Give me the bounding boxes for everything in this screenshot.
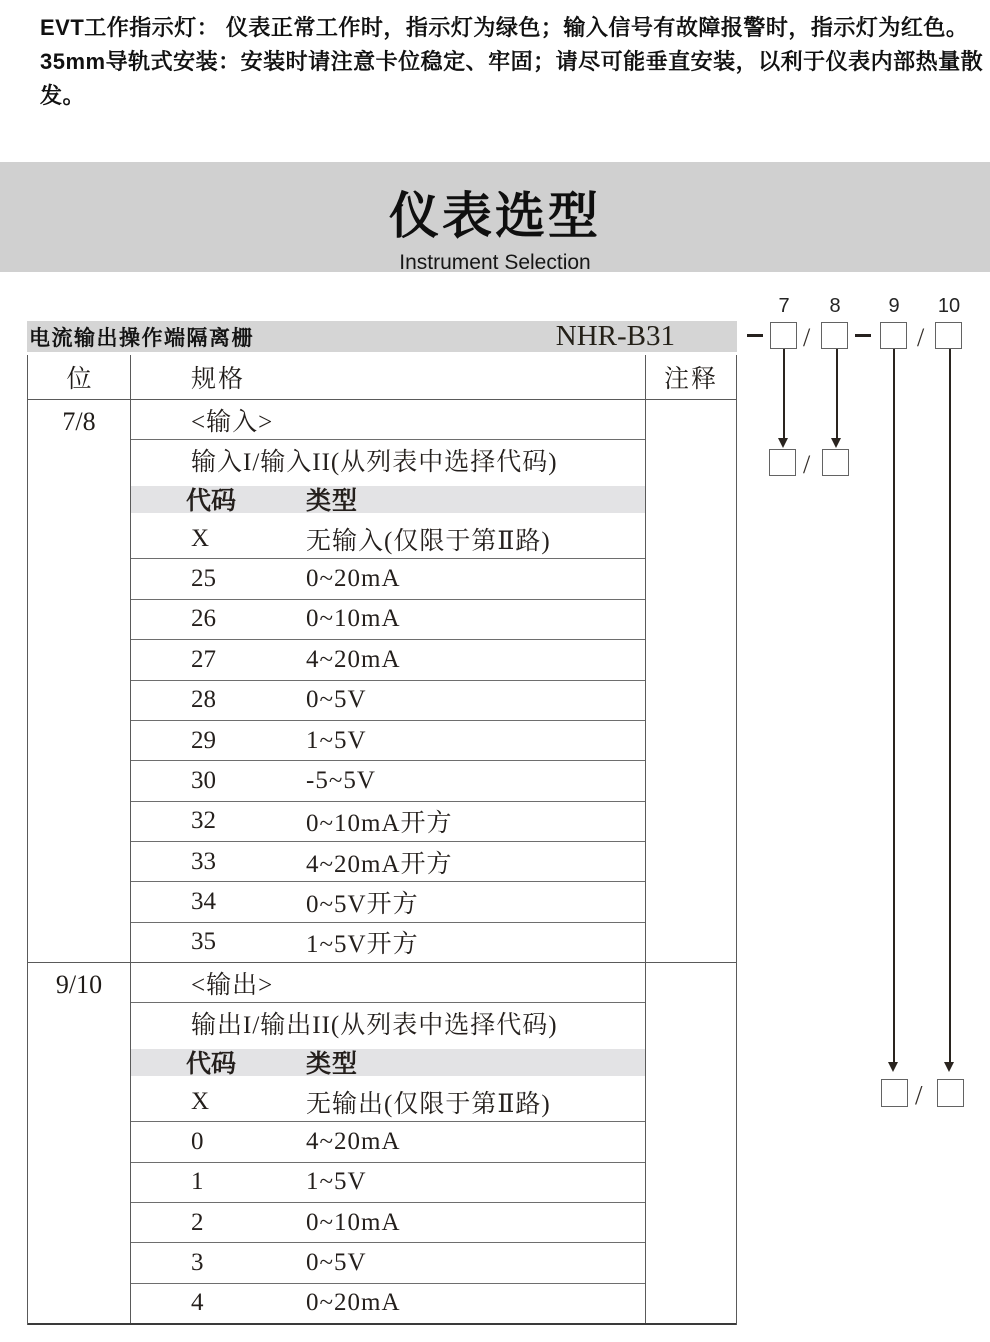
output2-code-box (937, 1079, 964, 1107)
code-row (131, 923, 645, 962)
product-model: NHR-B31 (555, 320, 675, 352)
selector-box-10 (935, 322, 962, 349)
type-header-label: 类型 (306, 1051, 359, 1079)
header-note: 注释 (645, 355, 736, 399)
slash-icon: / (803, 450, 811, 479)
digit-7: 7 (778, 295, 790, 317)
digit-8: 8 (829, 295, 841, 317)
group-sub-input: 输入I/输入II(从列表中选择代码) (191, 449, 558, 477)
arrow-head-icon (778, 438, 788, 448)
code-row (131, 681, 645, 721)
type-value: 0~5V (306, 686, 367, 714)
table-header-row (28, 355, 736, 400)
code-header-label: 代码 (186, 1051, 237, 1079)
type-value: 0~10mA (306, 605, 401, 633)
input1-code-box (769, 449, 796, 476)
code-value: 32 (191, 807, 216, 835)
pos-cell-9-10: 9/10 (28, 963, 131, 1323)
code-value: 4 (191, 1289, 204, 1317)
selection-table (27, 321, 737, 1325)
type-value: 4~20mA (306, 645, 401, 673)
note-din-rail: 35mm导轨式安装：安装时请注意卡位稳定、牢固；请尽可能垂直安装，以利于仪表内部热量散发。 (40, 49, 984, 108)
type-value: 4~20mA开方 (306, 850, 453, 878)
code-row (131, 761, 645, 801)
table-section-input-7-8 (28, 400, 736, 963)
type-value: 0~20mA (306, 565, 401, 593)
code-header-label: 代码 (186, 488, 237, 516)
type-value: 无输入(仅限于第Ⅱ路) (306, 527, 551, 555)
type-header-label: 类型 (306, 488, 359, 516)
code-type-header-input (131, 480, 645, 519)
code-value: 0 (191, 1127, 204, 1155)
code-value: 1 (191, 1168, 204, 1196)
type-value: 0~5V开方 (306, 890, 419, 918)
code-row (131, 802, 645, 842)
code-row (131, 1203, 645, 1243)
code-value: 27 (191, 645, 216, 673)
arrow-head-icon (888, 1062, 898, 1072)
code-value: 30 (191, 766, 216, 794)
code-value: 28 (191, 686, 216, 714)
digit-10: 10 (937, 295, 961, 317)
table-body (27, 355, 737, 1325)
slash-icon: / (917, 323, 925, 352)
code-row (131, 721, 645, 761)
type-value: 1~5V (306, 726, 367, 754)
arrow-line-10 (949, 349, 951, 1062)
code-row (131, 519, 645, 559)
product-header-bar (27, 321, 737, 352)
code-value: 35 (191, 928, 216, 956)
arrow-line-9 (893, 349, 895, 1062)
code-row (131, 1082, 645, 1122)
pos-cell-7-8: 7/8 (28, 400, 131, 962)
type-value: 0~20mA (306, 1289, 401, 1317)
code-value: 29 (191, 726, 216, 754)
code-value: 25 (191, 565, 216, 593)
arrow-head-icon (831, 438, 841, 448)
group-sub-output: 输出I/输出II(从列表中选择代码) (191, 1011, 558, 1039)
code-row (131, 640, 645, 680)
dash-icon (747, 334, 763, 337)
type-value: 0~5V (306, 1248, 367, 1276)
code-value: 33 (191, 847, 216, 875)
dash-icon (855, 334, 871, 337)
code-value: 3 (191, 1248, 204, 1276)
arrow-line-7 (783, 349, 785, 438)
spec-column-input (131, 400, 645, 962)
code-row (131, 600, 645, 640)
table-section-output-9-10 (28, 963, 736, 1325)
output1-code-box (881, 1079, 908, 1107)
group-label-input: <输入> (131, 400, 645, 440)
type-value: 1~5V (306, 1168, 367, 1196)
group-label-output: <输出> (131, 963, 645, 1003)
code-value: 34 (191, 887, 216, 915)
code-value: X (191, 524, 210, 552)
selector-box-8 (821, 322, 848, 349)
note-cell-9-10 (645, 963, 736, 1323)
header-spec: 规格 (191, 366, 246, 393)
code-row (131, 842, 645, 882)
top-notes (40, 11, 990, 113)
code-value: 2 (191, 1208, 204, 1236)
type-value: 1~5V开方 (306, 931, 419, 959)
product-name: 电流输出操作端隔离栅 (29, 326, 254, 350)
note-cell-7-8 (645, 400, 736, 962)
code-row (131, 882, 645, 922)
arrow-line-8 (836, 349, 838, 438)
type-value: -5~5V (306, 766, 376, 794)
code-row (131, 1122, 645, 1162)
page-subtitle: Instrument Selection (399, 251, 591, 274)
code-type-header-output (131, 1043, 645, 1082)
type-value: 0~10mA (306, 1208, 401, 1236)
digit-9: 9 (888, 295, 900, 317)
code-row (131, 1284, 645, 1323)
slash-icon: / (803, 323, 811, 352)
type-value: 0~10mA开方 (306, 810, 453, 838)
section-banner (0, 162, 990, 272)
selector-box-7 (770, 322, 797, 349)
arrow-head-icon (944, 1062, 954, 1072)
code-value: X (191, 1087, 210, 1115)
header-pos: 位 (28, 355, 131, 399)
note-evt-indicator: EVT工作指示灯： 仪表正常工作时，指示灯为绿色；输入信号有故障报警时，指示灯为红色。 (40, 15, 969, 40)
code-row (131, 1163, 645, 1203)
code-row (131, 1243, 645, 1283)
code-type-bar (131, 1049, 645, 1079)
type-value: 无输出(仅限于第Ⅱ路) (306, 1090, 551, 1118)
input2-code-box (822, 449, 849, 476)
selector-box-9 (880, 322, 907, 349)
page-title: 仪表选型 (389, 188, 601, 244)
code-value: 26 (191, 605, 216, 633)
spec-column-output (131, 963, 645, 1323)
code-type-bar (131, 486, 645, 516)
type-value: 4~20mA (306, 1127, 401, 1155)
slash-icon: / (915, 1080, 923, 1110)
code-row (131, 559, 645, 599)
